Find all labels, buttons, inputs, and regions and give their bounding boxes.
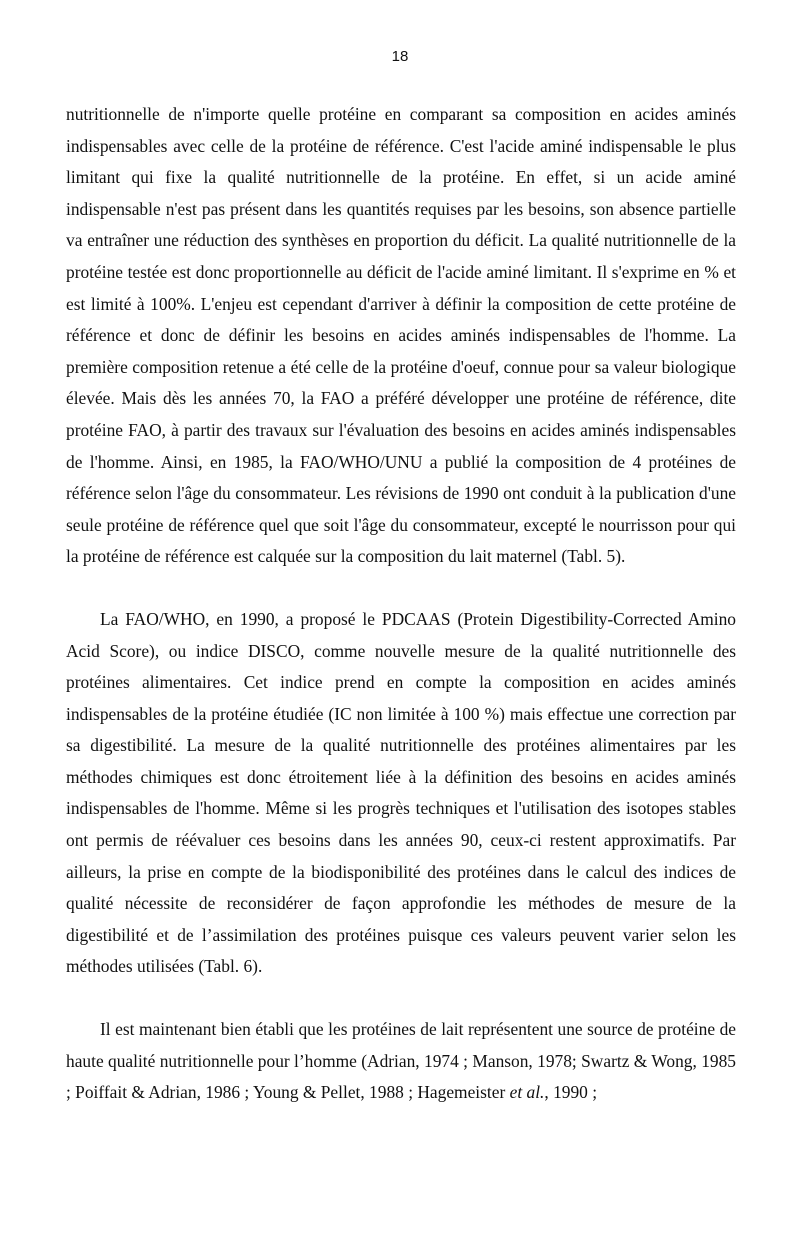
paragraph-3-italic: et al.: [509, 1082, 545, 1103]
paragraph-3-text-end: , 1990 ;: [544, 1082, 598, 1103]
paragraph-3: [66, 1014, 736, 1109]
paragraph-1: nutritionnelle de n'importe quelle protéine en comparant sa composition en acides aminés indispensables avec celle de la protéine de référence. C'est l'acide aminé indispensable le plus limitant qui fixe la qualité nutritionnelle de la protéine. En effet, si un acide aminé indispensable n'est pas présent dans les quantités requises par les besoins, son absence partielle va entraîner une réduction des synthèses en proportion du déficit. La qualité nutritionnelle de la protéine testée est donc proportionnelle au déficit de l'acide aminé limitant. Il s'exprime en % et est limité à 100%. L'enjeu est cependant d'arriver à définir la composition de cette protéine de référence et donc de définir les besoins en acides aminés indispensables de l'homme. La première composition retenue a été celle de la protéine d'oeuf, connue pour sa valeur biologique élevée. Mais dès les années 70, la FAO a préféré développer une protéine de référence, dite protéine FAO, à partir des travaux sur l'évaluation des besoins en acides aminés indispensables de l'homme. Ainsi, en 1985, la FAO/WHO/UNU a publié la composition de 4 protéines de référence selon l'âge du consommateur. Les révisions de 1990 ont conduit à la publication d'une seule protéine de référence quel que soit l'âge du consommateur, excepté le nourrisson pour qui la protéine de référence est calquée sur la composition du lait maternel (Tabl. 5).: [66, 104, 736, 567]
document-body: [66, 99, 736, 1109]
page-number: 18: [391, 48, 409, 65]
paragraph-2: La FAO/WHO, en 1990, a proposé le PDCAAS (Protein Digestibility-Corrected Amino Acid Score), ou indice DISCO, comme nouvelle mesure de la qualité nutritionnelle des protéines alimentaires. Cet indice prend en compte la composition en acides aminés indispensables de la protéine étudiée (IC non limitée à 100 %) mais effectue une correction par sa digestibilité. La mesure de la qualité nutritionnelle des protéines alimentaires par les méthodes chimiques est donc étroitement liée à la définition des besoins en acides aminés indispensables de l'homme. Même si les progrès techniques et l'utilisation des isotopes stables ont permis de réévaluer ces besoins dans les années 90, ceux-ci restent approximatifs. Par ailleurs, la prise en compte de la biodisponibilité des protéines dans le calcul des indices de qualité nécessite de reconsidérer de façon approfondie les méthodes de mesure de la digestibilité et de l’assimilation des protéines puisque ces valeurs peuvent varier selon les méthodes utilisées (Tabl. 6).: [66, 608, 736, 977]
paragraph-3-text: Il est maintenant bien établi que les protéines de lait représentent une source de protéine de haute qualité nutritionnelle pour l’homme (Adrian, 1974 ; Manson, 1978; Swartz & Wong, 1985 ; Poiffait & Adrian, 1986 ; Young & Pellet, 1988 ; Hagemeister: [66, 1019, 736, 1103]
